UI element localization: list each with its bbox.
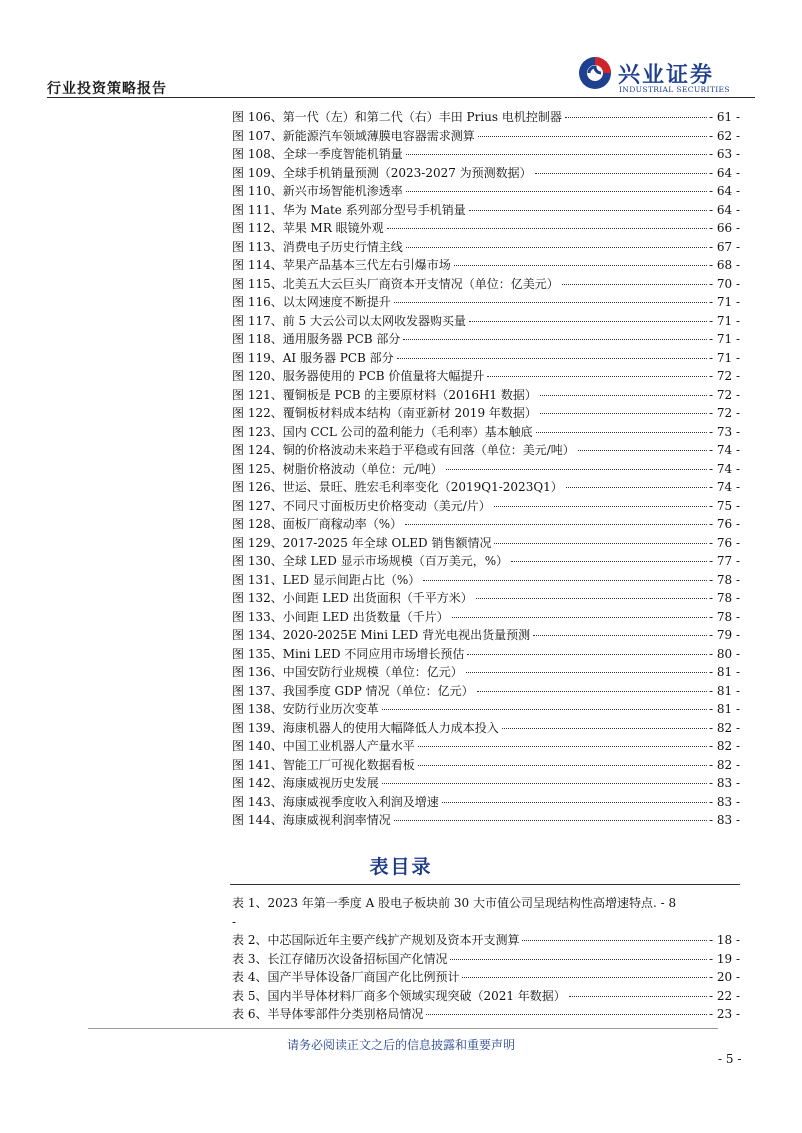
toc-dot-leader (536, 432, 707, 433)
toc-entry-page: - 71 - (708, 332, 740, 346)
toc-entry[interactable] (232, 182, 740, 201)
toc-entry-label: 表 4、国产半导体设备厂商国产化比例预计 (232, 970, 460, 984)
toc-entry-page: - 81 - (708, 702, 740, 716)
toc-entry[interactable] (232, 931, 740, 950)
toc-dot-leader (394, 820, 707, 821)
toc-dot-leader (562, 284, 707, 285)
report-type-label: 行业投资策略报告 (47, 81, 167, 97)
toc-dot-leader (426, 1014, 707, 1015)
brand-name-cn: 兴业证券 (618, 63, 715, 88)
table-toc-entry[interactable] (232, 894, 740, 931)
toc-entry-label: 图 121、覆铜板是 PCB 的主要原材料（2016H1 数据） (232, 387, 537, 402)
toc-entry-page: - 78 - (708, 591, 740, 605)
toc-dot-leader (406, 247, 707, 248)
toc-entry[interactable] (232, 219, 740, 238)
toc-entry-page: - 83 - (708, 776, 740, 790)
toc-entry[interactable] (232, 201, 740, 220)
toc-entry-label: 图 138、安防行业历次变革 (232, 702, 379, 716)
toc-entry[interactable] (232, 460, 740, 479)
toc-entry-label: 图 128、面板厂商稼动率（%） (232, 517, 403, 531)
toc-entry-label: 图 115、北美五大云巨头厂商资本开支情况（单位：亿美元） (232, 276, 559, 291)
toc-entry-label: 图 136、中国安防行业规模（单位：亿元） (232, 665, 463, 679)
toc-entry-page: - 22 - (708, 988, 740, 1003)
toc-entry-label: 图 144、海康威视利润率情况 (232, 813, 391, 827)
toc-entry-label: 图 108、全球一季度智能机销量 (232, 147, 403, 161)
toc-entry-label: 图 113、消费电子历史行情主线 (232, 239, 403, 254)
toc-entry-label: 图 134、2020-2025E Mini LED 背光电视出货量预测 (232, 628, 531, 642)
header-divider (47, 97, 755, 98)
toc-dot-leader (477, 691, 707, 692)
toc-entry-label: 图 106、第一代（左）和第二代（右）丰田 Prius 电机控制器 (232, 110, 562, 124)
toc-entry-label: 图 141、智能工厂可视化数据看板 (232, 757, 415, 772)
toc-entry-page: - 74 - (708, 480, 740, 494)
toc-dot-leader (511, 561, 707, 562)
toc-entry-label: 图 142、海康威视历史发展 (232, 776, 379, 790)
toc-entry[interactable] (232, 608, 740, 627)
toc-dot-leader (418, 765, 707, 766)
toc-entry-page: - 61 - (708, 110, 740, 124)
toc-dot-leader (382, 783, 707, 784)
toc-entry[interactable] (232, 478, 740, 497)
table-toc-heading: 表目录 (369, 856, 433, 878)
toc-dot-leader (469, 210, 707, 211)
toc-entry-label: 图 132、小间距 LED 出货面积（千平方米） (232, 591, 473, 605)
toc-entry-label: 图 107、新能源汽车领域薄膜电容器需求测算 (232, 128, 475, 143)
toc-entry[interactable] (232, 756, 740, 775)
toc-entry[interactable] (232, 164, 740, 183)
toc-entry-page: - 78 - (708, 572, 740, 587)
toc-entry-page: - 19 - (708, 951, 740, 966)
toc-entry-label: 表 5、国内半导体材料厂商多个领域实现突破（2021 年数据） (232, 988, 566, 1003)
toc-entry[interactable] (232, 312, 740, 331)
toc-entry-page: - 76 - (708, 517, 740, 531)
toc-dot-leader (418, 746, 707, 747)
toc-entry-label: 图 130、全球 LED 显示市场规模（百万美元，%） (232, 554, 509, 568)
toc-entry-label: 表 1、2023 年第一季度 A 股电子板块前 30 大市值公司呈现结构性高增速特点 (232, 896, 653, 910)
toc-entry-page: - 72 - (708, 387, 740, 402)
toc-dot-leader (566, 487, 707, 488)
toc-dot-leader (535, 173, 707, 174)
toc-entry-page: - 80 - (708, 646, 740, 661)
toc-entry-page: - 66 - (708, 221, 740, 235)
toc-dot-leader (397, 358, 707, 359)
toc-dot-leader (462, 977, 707, 978)
toc-entry-label: 图 109、全球手机销量预测（2023-2027 为预测数据） (232, 165, 532, 180)
toc-entry-label: 图 125、树脂价格波动（单位：元/吨） (232, 461, 443, 476)
toc-entry-page: - 83 - (708, 794, 740, 809)
toc-entry-label: 表 2、中芯国际近年主要产线扩产规划及资本开支测算 (232, 933, 520, 947)
toc-dot-leader (478, 136, 707, 137)
toc-entry-label: 图 137、我国季度 GDP 情况（单位：亿元） (232, 683, 474, 698)
toc-entry-page: - 71 - (708, 295, 740, 309)
toc-dot-leader (533, 635, 707, 636)
toc-entry[interactable] (232, 645, 740, 664)
toc-entry-label: 图 140、中国工业机器人产量水平 (232, 739, 415, 753)
toc-entry-page-continued: - (232, 914, 237, 929)
toc-entry-label: 图 117、前 5 大云公司以太网收发器购买量 (232, 313, 466, 328)
toc-entry-page: - 63 - (708, 147, 740, 161)
toc-dot-leader (382, 709, 707, 710)
toc-entry-label: 图 126、世运、景旺、胜宏毛利率变化（2019Q1-2023Q1） (232, 480, 563, 494)
toc-dot-leader (387, 228, 707, 229)
toc-entry-label: 表 3、长江存储历次设备招标国产化情况 (232, 951, 448, 966)
toc-entry[interactable] (232, 950, 740, 969)
table-toc-divider (230, 884, 740, 885)
brand-name-en: INDUSTRIAL SECURITIES (619, 85, 730, 94)
toc-entry[interactable] (232, 534, 740, 553)
footer-disclaimer: 请务必阅读正文之后的信息披露和重要声明 (286, 1038, 515, 1052)
toc-entry[interactable] (232, 719, 740, 738)
toc-entry-page: - 75 - (708, 498, 740, 513)
toc-entry[interactable] (232, 682, 740, 701)
toc-entry-label: 图 116、以太网速度不断提升 (232, 295, 391, 309)
toc-entry-label: 图 112、苹果 MR 眼镜外观 (232, 221, 384, 235)
toc-entry[interactable] (232, 127, 740, 146)
toc-entry-page: - 82 - (708, 757, 740, 772)
toc-dot-leader (569, 996, 707, 997)
toc-entry-page: - 74 - (708, 443, 740, 457)
toc-entry-page: - 78 - (708, 609, 740, 624)
toc-entry-page: - 70 - (708, 276, 740, 291)
toc-entry-label: 图 129、2017-2025 年全球 OLED 销售额情况 (232, 535, 492, 550)
toc-entry-page: - 20 - (708, 970, 740, 984)
toc-entry[interactable] (232, 515, 740, 534)
toc-entry-label: 图 127、不同尺寸面板历史价格变动（美元/片） (232, 498, 491, 513)
toc-entry-label: 图 119、AI 服务器 PCB 部分 (232, 350, 394, 365)
toc-entry[interactable] (232, 663, 740, 682)
toc-entry[interactable] (232, 774, 740, 793)
toc-dot-leader (406, 154, 707, 155)
toc-entry-page: - 82 - (708, 720, 740, 735)
toc-dot-leader (446, 469, 707, 470)
toc-entry[interactable] (232, 589, 740, 608)
toc-entry-page: - 64 - (708, 202, 740, 217)
toc-entry-label: 图 114、苹果产品基本三代左右引爆市场 (232, 258, 451, 272)
brand-logo (578, 56, 748, 96)
toc-dot-leader (450, 959, 707, 960)
toc-entry-label: 图 124、铜的价格波动未来趋于平稳或有回落（单位：美元/吨） (232, 443, 575, 457)
toc-entry-page: - 23 - (708, 1007, 740, 1021)
toc-dot-leader (405, 524, 707, 525)
toc-entry-label: 图 135、Mini LED 不同应用市场增长预估 (232, 646, 465, 661)
toc-entry-page: - 18 - (708, 933, 740, 947)
toc-entry-label: 图 118、通用服务器 PCB 部分 (232, 332, 401, 346)
page-number: - 5 - (718, 1052, 742, 1066)
toc-entry-page: - 64 - (708, 165, 740, 180)
toc-entry-label: 表 6、半导体零部件分类别格局情况 (232, 1007, 424, 1021)
toc-dot-leader (406, 191, 707, 192)
toc-entry[interactable] (232, 700, 740, 719)
toc-entry[interactable] (232, 552, 740, 571)
toc-dot-leader (487, 376, 707, 377)
toc-dot-leader (522, 940, 707, 941)
toc-entry[interactable] (232, 968, 740, 987)
toc-entry[interactable] (232, 386, 740, 405)
toc-dot-leader (467, 654, 707, 655)
toc-entry-page: - 71 - (708, 313, 740, 328)
toc-entry-page: - 82 - (708, 739, 740, 753)
toc-entry-page: - 64 - (708, 184, 740, 198)
toc-dot-leader (454, 265, 707, 266)
toc-entry-page: - 76 - (708, 535, 740, 550)
toc-entry-label: 图 143、海康威视季度收入利润及增速 (232, 794, 439, 809)
toc-entry[interactable] (232, 349, 740, 368)
toc-entry-page: - 71 - (708, 350, 740, 365)
toc-entry-page: - 68 - (708, 258, 740, 272)
toc-dot-leader (442, 802, 707, 803)
toc-dot-leader (469, 321, 707, 322)
toc-entry-label: 图 122、覆铜板材料成本结构（南亚新材 2019 年数据） (232, 406, 537, 420)
toc-dot-leader (394, 302, 707, 303)
toc-dot-leader (466, 672, 707, 673)
toc-dot-leader (540, 413, 707, 414)
toc-entry[interactable] (232, 441, 740, 460)
toc-entry[interactable] (232, 330, 740, 349)
toc-entry-page: - 72 - (708, 369, 740, 383)
table-toc-list (232, 894, 740, 1024)
toc-entry[interactable] (232, 737, 740, 756)
toc-dot-leader (502, 728, 707, 729)
toc-entry-page: - 77 - (708, 554, 740, 568)
toc-dot-leader (565, 117, 707, 118)
toc-entry-page: - 72 - (708, 406, 740, 420)
toc-entry[interactable] (232, 423, 740, 442)
toc-entry[interactable] (232, 293, 740, 312)
toc-entry-page: - 74 - (708, 461, 740, 476)
toc-entry[interactable] (232, 497, 740, 516)
toc-entry-page: - 79 - (708, 628, 740, 642)
toc-entry-label: 图 110、新兴市场智能机渗透率 (232, 184, 403, 198)
toc-entry[interactable] (232, 367, 740, 386)
toc-entry[interactable] (232, 793, 740, 812)
toc-dot-leader (423, 580, 707, 581)
toc-entry-page: - 67 - (708, 239, 740, 254)
toc-dot-leader (540, 395, 707, 396)
toc-entry-label: 图 111、华为 Mate 系列部分型号手机销量 (232, 202, 466, 217)
toc-dot-leader (452, 617, 707, 618)
brand-logo-icon (578, 56, 612, 90)
toc-entry-page: - 83 - (708, 813, 740, 827)
toc-entry[interactable] (232, 987, 740, 1006)
toc-entry[interactable] (232, 1005, 740, 1024)
toc-entry[interactable] (232, 275, 740, 294)
toc-entry[interactable] (232, 256, 740, 275)
toc-entry[interactable] (232, 571, 740, 590)
toc-entry[interactable] (232, 626, 740, 645)
toc-dot-leader (403, 339, 707, 340)
toc-entry-page: - 62 - (708, 128, 740, 143)
toc-dot-leader (494, 543, 707, 544)
toc-entry-page: . - 8 (653, 896, 677, 910)
toc-entry-label: 图 120、服务器使用的 PCB 价值量将大幅提升 (232, 369, 485, 383)
footer-divider (88, 1028, 718, 1029)
toc-entry[interactable] (232, 238, 740, 257)
toc-entry[interactable] (232, 145, 740, 164)
toc-dot-leader (476, 598, 707, 599)
toc-entry-label: 图 131、LED 显示间距占比（%） (232, 572, 421, 587)
toc-dot-leader (578, 450, 707, 451)
toc-entry[interactable] (232, 108, 740, 127)
toc-entry-label: 图 123、国内 CCL 公司的盈利能力（毛利率）基本触底 (232, 424, 533, 439)
toc-entry-label: 图 133、小间距 LED 出货数量（千片） (232, 609, 449, 624)
figure-toc-list (232, 108, 740, 830)
toc-entry[interactable] (232, 811, 740, 830)
toc-entry-label: 图 139、海康机器人的使用大幅降低人力成本投入 (232, 720, 499, 735)
toc-entry[interactable] (232, 404, 740, 423)
toc-entry-page: - 73 - (708, 424, 740, 439)
toc-dot-leader (494, 506, 707, 507)
toc-entry-page: - 81 - (708, 683, 740, 698)
toc-entry-page: - 81 - (708, 665, 740, 679)
